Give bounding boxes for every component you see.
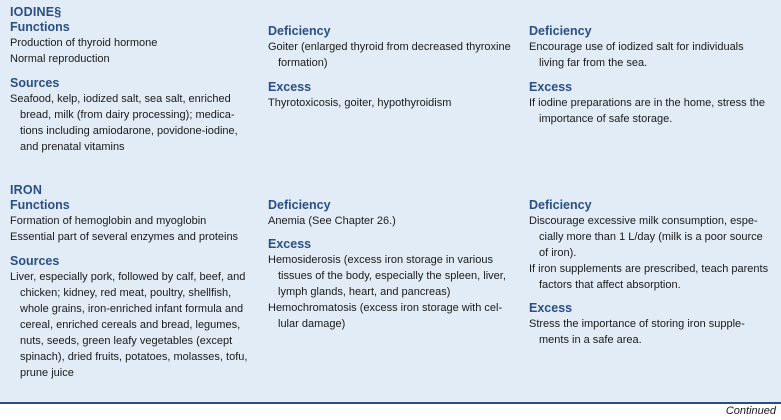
iron-excess-line: lymph glands, heart, and pancreas)	[278, 286, 451, 298]
iron-source-line: spinach), dried fruits, potatoes, molasses, tofu,	[20, 351, 248, 363]
iron-excess-line: lular damage)	[278, 318, 346, 330]
iron-nursing-deficiency-line: cially more than 1 L/day (milk is a poor source	[539, 231, 763, 243]
iodine-deficiency-line: Goiter (enlarged thyroid from decreased thyroxine	[268, 41, 511, 53]
iodine-source-line: bread, milk (from dairy processing); medica-	[20, 109, 235, 121]
iodine-nursing-deficiency-line: Encourage use of iodized salt for individuals	[529, 41, 744, 53]
iodine-source-line: and prenatal vitamins	[20, 141, 125, 153]
iron-deficiency-excess-column	[268, 198, 520, 332]
iron-deficiency-line: Anemia (See Chapter 26.)	[268, 215, 396, 227]
iodine-nursing-deficiency-heading: Deficiency	[529, 24, 592, 38]
iron-functions-heading: Functions	[10, 198, 70, 212]
iodine-deficiency-excess-column	[268, 24, 520, 111]
iodine-source-line: tions including amiodarone, povidone-iodine,	[20, 125, 238, 137]
iron-functions-sources-column	[10, 182, 258, 381]
iron-title: IRON	[10, 183, 43, 197]
iron-function-line: Essential part of several enzymes and proteins	[10, 231, 239, 243]
iodine-source-line: Seafood, kelp, iodized salt, sea salt, enriched	[10, 93, 231, 105]
continued-label: Continued	[725, 405, 776, 417]
iron-excess-heading: Excess	[268, 237, 312, 251]
iron-nursing-deficiency-line: Discourage excessive milk consumption, espe-	[529, 215, 758, 227]
iodine-sources-heading: Sources	[10, 76, 60, 90]
iron-nursing-column	[529, 198, 773, 348]
iron-excess-line: Hemochromatosis (excess iron storage with cel-	[268, 302, 503, 314]
iron-source-line: prune juice	[20, 367, 74, 379]
iron-source-line: cereal, enriched cereals and bread, legumes,	[20, 319, 241, 331]
iron-deficiency-heading: Deficiency	[268, 198, 331, 212]
iron-source-line: Liver, especially pork, followed by calf, beef, and	[10, 271, 246, 283]
iron-source-line: nuts, seeds, green leafy vegetables (except	[20, 335, 233, 347]
iodine-deficiency-line: formation)	[278, 57, 328, 69]
iron-source-line: whole grains, iron-enriched infant formula and	[20, 303, 244, 315]
table-bottom-rule	[0, 402, 781, 404]
iodine-deficiency-heading: Deficiency	[268, 24, 331, 38]
iron-nursing-excess-line: Stress the importance of storing iron supple-	[529, 318, 745, 330]
iron-excess-line: Hemosiderosis (excess iron storage in various	[268, 254, 493, 266]
iodine-functions-sources-column	[10, 4, 258, 155]
iodine-nursing-deficiency-line: living far from the sea.	[539, 57, 648, 69]
iodine-title: IODINE§	[10, 5, 62, 19]
iron-nursing-deficiency-heading: Deficiency	[529, 198, 592, 212]
iron-excess-line: tissues of the body, especially the spleen, liver,	[278, 270, 506, 282]
iron-nursing-deficiency-line: If iron supplements are prescribed, teach parents	[529, 263, 769, 275]
iron-nursing-excess-heading: Excess	[529, 301, 573, 315]
iodine-excess-heading: Excess	[268, 80, 312, 94]
iodine-functions-heading: Functions	[10, 20, 70, 34]
iron-nursing-deficiency-line: factors that affect absorption.	[539, 279, 681, 291]
iodine-nursing-excess-line: importance of safe storage.	[539, 113, 673, 125]
iodine-function-line: Production of thyroid hormone	[10, 37, 158, 49]
iron-nursing-excess-line: ments in a safe area.	[539, 334, 642, 346]
iron-source-line: chicken; kidney, red meat, poultry, shellfish,	[20, 287, 232, 299]
iron-nursing-deficiency-line: of iron).	[539, 247, 577, 259]
iodine-nursing-excess-line: If iodine preparations are in the home, stress the	[529, 97, 766, 109]
iron-function-line: Formation of hemoglobin and myoglobin	[10, 215, 207, 227]
iodine-function-line: Normal reproduction	[10, 53, 110, 65]
iron-sources-heading: Sources	[10, 254, 60, 268]
iodine-nursing-column	[529, 24, 773, 127]
iodine-nursing-excess-heading: Excess	[529, 80, 573, 94]
iodine-excess-line: Thyrotoxicosis, goiter, hypothyroidism	[268, 97, 452, 109]
